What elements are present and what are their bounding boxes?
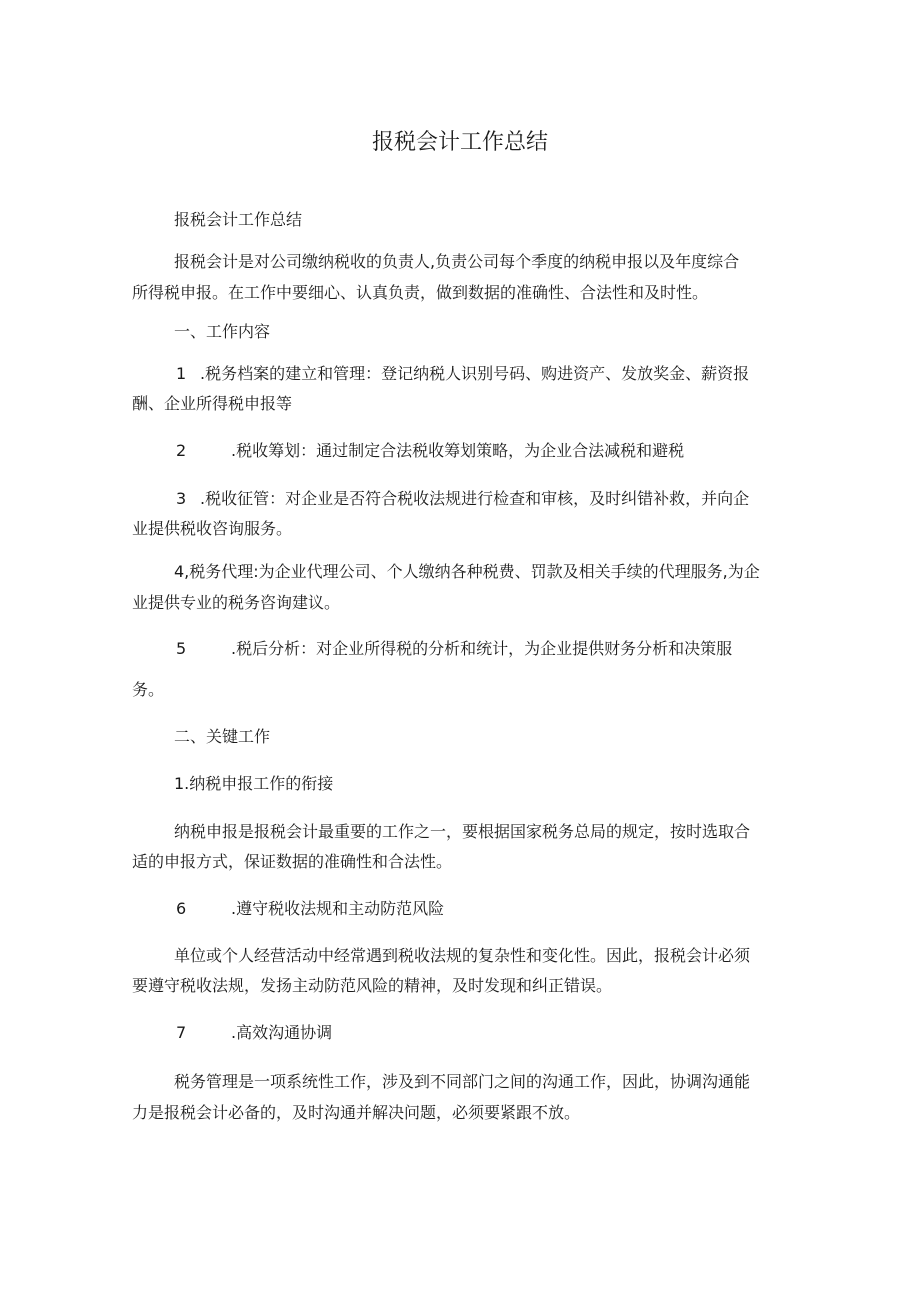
item-number: 7 bbox=[176, 1023, 187, 1042]
item-number: 2 bbox=[176, 441, 187, 460]
key-work-6-heading bbox=[174, 898, 834, 920]
key-work-6-line-2: 要遵守税收法规，发扬主动防范风险的精神，及时发现和纠正错误。 bbox=[132, 976, 613, 995]
key-work-1-line-2: 适的申报方式，保证数据的准确性和合法性。 bbox=[132, 852, 453, 871]
intro-line-2: 所得税申报。在工作中要细心、认真负责，做到数据的准确性、合法性和及时性。 bbox=[132, 283, 709, 302]
work-item-3-cont: 业提供税收咨询服务。 bbox=[132, 519, 293, 538]
section-1-heading: 一、工作内容 bbox=[174, 322, 271, 341]
key-work-7-line-1: 税务管理是一项系统性工作，涉及到不同部门之间的沟通工作，因此，协调沟通能 bbox=[174, 1072, 751, 1091]
item-text: .遵守税收法规和主动防范风险 bbox=[231, 899, 445, 918]
work-item-5-cont: 务。 bbox=[132, 680, 165, 699]
key-work-7-line-2: 力是报税会计必备的，及时沟通并解决问题，必须要紧跟不放。 bbox=[132, 1103, 581, 1122]
work-item-4: 4,税务代理:为企业代理公司、个人缴纳各种税费、罚款及相关手续的代理服务,为企 bbox=[174, 562, 760, 581]
key-work-1-heading: 1.纳税申报工作的衔接 bbox=[174, 774, 334, 793]
item-text: .税务档案的建立和管理：登记纳税人识别号码、购进资产、发放奖金、薪资报 bbox=[200, 364, 750, 383]
document-title: 报税会计工作总结 bbox=[371, 130, 548, 155]
item-number: 6 bbox=[176, 899, 187, 918]
key-work-7-heading bbox=[174, 1022, 834, 1044]
item-number: 1 bbox=[176, 364, 187, 383]
item-text: .税收征管：对企业是否符合税收法规进行检查和审核，及时纠错补救，并向企 bbox=[200, 489, 750, 508]
intro-line-1: 报税会计是对公司缴纳税收的负责人,负责公司每个季度的纳税申报以及年度综合 bbox=[174, 252, 740, 271]
item-text: .高效沟通协调 bbox=[231, 1023, 333, 1042]
item-text: .税后分析：对企业所得税的分析和统计，为企业提供财务分析和决策服 bbox=[231, 639, 733, 658]
section-2-heading: 二、关键工作 bbox=[174, 727, 271, 746]
work-item-5 bbox=[174, 638, 834, 660]
work-item-2 bbox=[174, 440, 834, 462]
work-item-3 bbox=[174, 488, 834, 510]
work-item-1-cont: 酬、企业所得税申报等 bbox=[132, 394, 293, 413]
work-item-1 bbox=[174, 363, 834, 385]
key-work-1-line-1: 纳税申报是报税会计最重要的工作之一，要根据国家税务总局的规定，按时选取合 bbox=[174, 822, 751, 841]
item-number: 3 bbox=[176, 489, 187, 508]
key-work-6-line-1: 单位或个人经营活动中经常遇到税收法规的复杂性和变化性。因此，报税会计必须 bbox=[174, 946, 751, 965]
item-text: .税收筹划：通过制定合法税收筹划策略，为企业合法减税和避税 bbox=[231, 441, 685, 460]
work-item-4-cont: 业提供专业的税务咨询建议。 bbox=[132, 593, 341, 612]
subtitle: 报税会计工作总结 bbox=[174, 210, 303, 229]
item-number: 5 bbox=[176, 639, 187, 658]
